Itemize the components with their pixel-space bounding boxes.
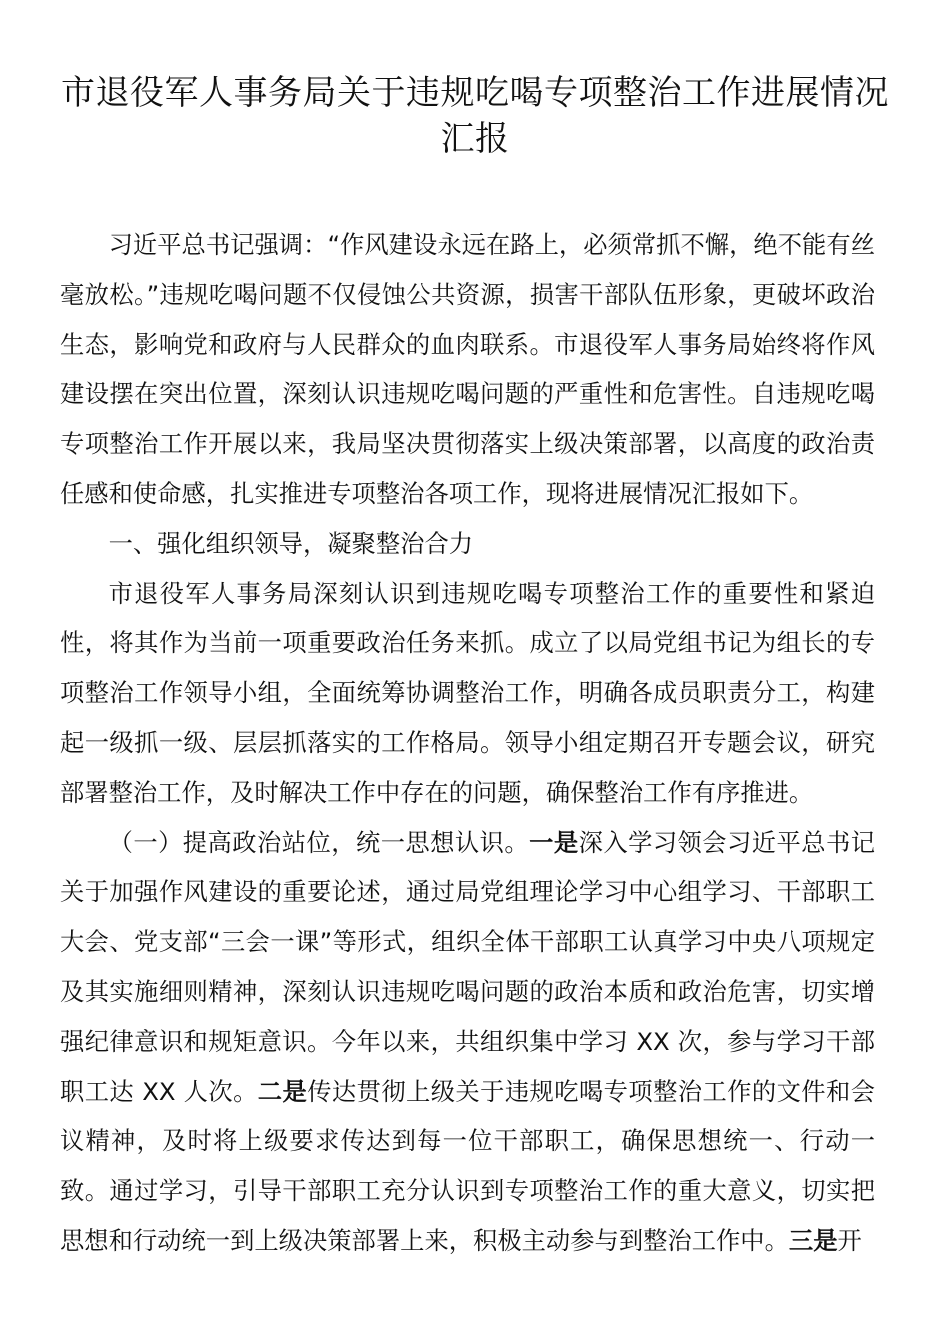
paragraph-intro	[60, 220, 875, 519]
point-marker-first: 一是	[529, 827, 579, 857]
point-marker-second: 二是	[257, 1076, 308, 1106]
section-heading-text: 一、强化组织领导，凝聚整治合力	[108, 528, 474, 558]
point-marker-third: 三是	[788, 1225, 838, 1255]
document-title: 市退役军人事务局关于违规吃喝专项整治工作进展情况汇报	[61, 73, 889, 159]
paragraph-subsection-1	[60, 818, 875, 1266]
paragraph-text: 市退役军人事务局深刻认识到违规吃喝专项整治工作的重要性和紧迫性，将其作为当前一项重要政治任务来抓。成立了以局党组书记为组长的专项整治工作领导小组，全面统筹协调整治工作，明确各成员职责分工，构建起一级抓一级、层层抓落实的工作格局。领导小组定期召开专题会议，研究部署整治工作，及时解决工作中存在的问题，确保整治工作有序推进。	[60, 578, 875, 807]
subsection-heading-text: （一）提高政治站位，统一思想认识。	[108, 827, 530, 857]
paragraph-text: 开	[837, 1225, 862, 1255]
paragraph-text: 传达贯彻上级关于违规吃喝专项整治工作的文件和会议精神，及时将上级要求传达到每一位干部职工，确保思想统一、行动一致。通过学习，引导干部职工充分认识到专项整治工作的重大意义，切实把思想和行动统一到上级决策部署上来，积极主动参与到整治工作中。	[60, 1076, 875, 1255]
section-heading-1	[60, 519, 875, 569]
paragraph-text: 深入学习领会习近平总书记关于加强作风建设的重要论述，通过局党组理论学习中心组学习、干部职工大会、党支部“三会一课”等形式，组织全体干部职工认真学习中央八项规定及其实施细则精神，深刻认识违规吃喝问题的政治本质和政治危害，切实增强纪律意识和规矩意识。今年以来，共组织集中学习 XX 次，参与学习干部职工达 XX 人次。	[60, 827, 876, 1106]
document-body	[60, 220, 875, 1266]
paragraph-text: 习近平总书记强调：“作风建设永远在路上，必须常抓不懈，绝不能有丝毫放松。”违规吃喝问题不仅侵蚀公共资源，损害干部队伍形象，更破坏政治生态，影响党和政府与人民群众的血肉联系。市退役军人事务局始终将作风建设摆在突出位置，深刻认识违规吃喝问题的严重性和危害性。自违规吃喝专项整治工作开展以来，我局坚决贯彻落实上级决策部署，以高度的政治责任感和使命感，扎实推进专项整治各项工作，现将进展情况汇报如下。	[60, 230, 875, 508]
paragraph-section-1	[60, 569, 875, 818]
